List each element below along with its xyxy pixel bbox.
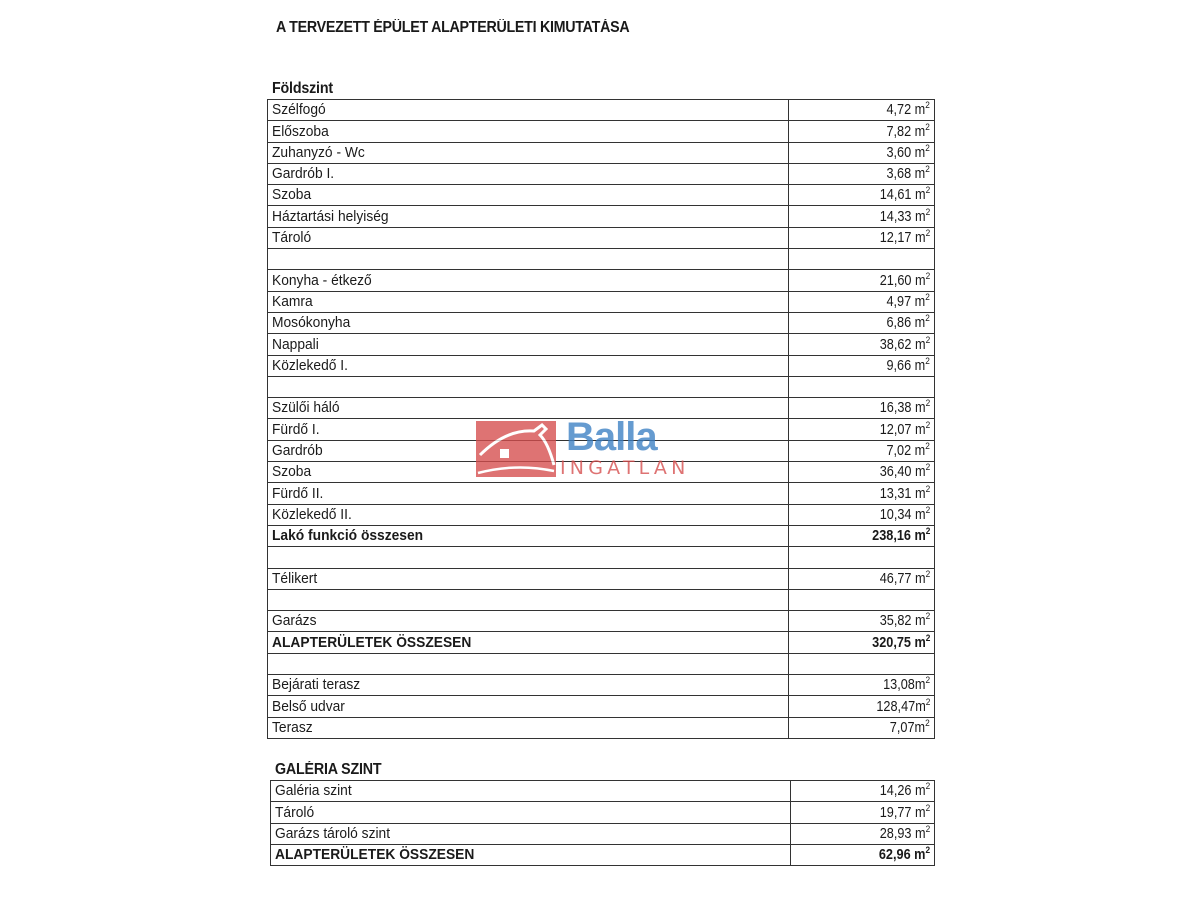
room-name-cell xyxy=(271,802,791,823)
area-value-cell xyxy=(789,291,935,312)
area-number: 7,07m xyxy=(890,718,926,736)
table-row xyxy=(268,270,935,291)
area-value-cell xyxy=(789,696,935,717)
room-name: Konyha - étkező xyxy=(272,271,372,289)
area-number: 36,40 m xyxy=(879,463,926,481)
balla-ingatlan-watermark xyxy=(476,415,728,479)
room-name-cell xyxy=(268,696,789,717)
area-number: 6,86 m xyxy=(886,314,926,332)
room-name-cell xyxy=(268,270,789,291)
room-name: Lakó funkció összesen xyxy=(272,527,424,545)
area-number: 62,96 m xyxy=(878,846,926,864)
room-name-cell xyxy=(268,398,789,419)
area-number: 4,72 m xyxy=(886,101,926,119)
room-name-cell xyxy=(268,206,789,227)
room-name-cell xyxy=(268,717,789,738)
area-value-cell xyxy=(789,334,935,355)
table-row xyxy=(268,142,935,163)
area-number: 3,68 m xyxy=(886,165,926,183)
room-name-cell xyxy=(268,312,789,333)
room-name-cell xyxy=(268,376,789,397)
section-heading-ground-floor: Földszint xyxy=(272,80,333,97)
table-row xyxy=(268,696,935,717)
area-value-cell xyxy=(789,185,935,206)
area-value-cell xyxy=(791,823,935,844)
area-value-cell xyxy=(789,163,935,184)
room-name-cell xyxy=(268,142,789,163)
unit-exponent: 2 xyxy=(925,568,930,579)
table-row xyxy=(271,781,935,802)
area-value-cell xyxy=(789,525,935,546)
watermark-brand: Balla xyxy=(566,415,657,459)
unit-exponent: 2 xyxy=(925,632,930,643)
area-value xyxy=(883,356,930,376)
room-name: Garázs tároló szint xyxy=(275,824,391,842)
area-value-cell xyxy=(789,142,935,163)
unit-exponent: 2 xyxy=(925,185,930,196)
room-name-cell xyxy=(268,185,789,206)
table-row xyxy=(268,312,935,333)
room-name: Bejárati terasz xyxy=(272,676,361,694)
room-name-cell xyxy=(268,568,789,589)
gallery-floor-area-table xyxy=(270,780,935,866)
room-name-cell xyxy=(271,781,791,802)
area-number: 13,31 m xyxy=(879,484,926,502)
area-value xyxy=(867,633,930,653)
room-name: Garázs xyxy=(272,612,317,630)
room-name: Fürdő I. xyxy=(272,420,320,438)
unit-exponent: 2 xyxy=(925,313,930,324)
room-name-cell xyxy=(268,653,789,674)
unit-exponent: 2 xyxy=(925,611,930,622)
area-value-cell xyxy=(789,419,935,440)
room-name: Terasz xyxy=(272,718,313,736)
area-number: 46,77 m xyxy=(879,569,926,587)
area-value xyxy=(876,824,930,844)
table-row xyxy=(268,483,935,504)
room-name-cell xyxy=(268,504,789,525)
room-name: Előszoba xyxy=(272,122,329,140)
area-value xyxy=(876,335,930,355)
unit-exponent: 2 xyxy=(925,164,930,175)
table-row xyxy=(268,717,935,738)
area-value-cell xyxy=(789,462,935,483)
room-name: Fürdő II. xyxy=(272,484,324,502)
unit-exponent: 2 xyxy=(925,504,930,515)
total-row xyxy=(268,632,935,653)
room-name-cell xyxy=(268,483,789,504)
room-name-cell xyxy=(268,589,789,610)
area-value xyxy=(883,313,930,333)
room-name: Kamra xyxy=(272,292,313,310)
room-name: ALAPTERÜLETEK ÖSSZESEN xyxy=(272,633,472,651)
area-value xyxy=(876,228,930,248)
area-value xyxy=(883,100,930,120)
table-row xyxy=(268,185,935,206)
unit-exponent: 2 xyxy=(925,802,930,813)
area-number: 9,66 m xyxy=(886,356,926,374)
unit-exponent: 2 xyxy=(925,334,930,345)
area-value xyxy=(876,271,930,291)
area-number: 35,82 m xyxy=(879,612,926,630)
unit-exponent: 2 xyxy=(925,823,930,834)
room-name-cell xyxy=(268,291,789,312)
area-value-cell xyxy=(789,504,935,525)
unit-exponent: 2 xyxy=(925,228,930,239)
area-value-cell xyxy=(789,121,935,142)
room-name: Nappali xyxy=(272,335,319,353)
area-value xyxy=(872,697,930,717)
area-value-cell xyxy=(789,675,935,696)
gallery-floor-rows xyxy=(271,781,935,866)
room-name: Belső udvar xyxy=(272,697,345,715)
unit-exponent: 2 xyxy=(925,270,930,281)
area-number: 7,02 m xyxy=(886,442,926,460)
blank-row xyxy=(268,249,935,270)
room-name: Háztartási helyiség xyxy=(272,207,389,225)
room-name: ALAPTERÜLETEK ÖSSZESEN xyxy=(275,846,475,864)
unit-exponent: 2 xyxy=(925,100,930,111)
unit-exponent: 2 xyxy=(925,483,930,494)
table-row xyxy=(271,823,935,844)
area-number: 14,33 m xyxy=(879,207,926,225)
area-value-cell xyxy=(791,844,935,865)
blank-row xyxy=(268,547,935,568)
area-value-cell xyxy=(789,589,935,610)
area-number: 14,61 m xyxy=(879,186,926,204)
room-name: Télikert xyxy=(272,569,318,587)
room-name: Szoba xyxy=(272,463,312,481)
room-name: Gardrób I. xyxy=(272,165,335,183)
table-row xyxy=(268,334,935,355)
area-value xyxy=(876,505,930,525)
room-name: Gardrób xyxy=(272,442,323,460)
room-name: Szülői háló xyxy=(272,399,340,417)
table-row xyxy=(268,206,935,227)
area-value-cell xyxy=(789,100,935,121)
area-number: 13,08m xyxy=(883,676,926,694)
area-value xyxy=(876,185,930,205)
area-value-cell xyxy=(789,227,935,248)
table-row xyxy=(268,100,935,121)
table-row xyxy=(268,611,935,632)
area-number: 238,16 m xyxy=(871,527,926,545)
room-name-cell xyxy=(268,611,789,632)
area-value-cell xyxy=(789,547,935,568)
area-value xyxy=(876,781,930,801)
area-value xyxy=(883,441,930,461)
area-value-cell xyxy=(789,611,935,632)
room-name-cell xyxy=(268,675,789,696)
unit-exponent: 2 xyxy=(925,526,930,537)
unit-exponent: 2 xyxy=(925,696,930,707)
area-value xyxy=(883,143,930,163)
room-name: Szélfogó xyxy=(272,101,326,119)
area-value xyxy=(876,611,930,631)
room-name-cell xyxy=(268,525,789,546)
room-name-cell xyxy=(271,844,791,865)
area-value xyxy=(867,526,930,546)
area-value xyxy=(876,803,930,823)
unit-exponent: 2 xyxy=(925,142,930,153)
total-row xyxy=(268,525,935,546)
table-row xyxy=(268,675,935,696)
room-name-cell xyxy=(268,227,789,248)
room-name: Zuhanyzó - Wc xyxy=(272,143,365,161)
room-name-cell xyxy=(268,163,789,184)
unit-exponent: 2 xyxy=(925,717,930,728)
room-name-cell xyxy=(268,355,789,376)
room-name: Tároló xyxy=(275,803,315,821)
document-title: A TERVEZETT ÉPÜLET ALAPTERÜLETI KIMUTATÁSA xyxy=(276,19,630,36)
area-value-cell xyxy=(789,440,935,461)
table-row xyxy=(268,291,935,312)
section-heading-gallery-floor: GALÉRIA SZINT xyxy=(275,761,382,778)
unit-exponent: 2 xyxy=(925,675,930,686)
area-value-cell xyxy=(789,376,935,397)
table-row xyxy=(268,355,935,376)
area-number: 7,82 m xyxy=(886,122,926,140)
unit-exponent: 2 xyxy=(925,355,930,366)
unit-exponent: 2 xyxy=(925,441,930,452)
room-name: Mosókonyha xyxy=(272,314,351,332)
area-value-cell xyxy=(789,483,935,504)
area-number: 19,77 m xyxy=(879,803,926,821)
area-value-cell xyxy=(791,781,935,802)
area-number: 10,34 m xyxy=(879,505,926,523)
table-row xyxy=(268,227,935,248)
area-value-cell xyxy=(789,206,935,227)
area-value-cell xyxy=(789,398,935,419)
unit-exponent: 2 xyxy=(925,291,930,302)
area-number: 12,17 m xyxy=(879,229,926,247)
area-value xyxy=(876,484,930,504)
unit-exponent: 2 xyxy=(925,845,930,856)
area-number: 16,38 m xyxy=(879,399,926,417)
area-value xyxy=(879,675,930,695)
area-value xyxy=(876,398,930,418)
unit-exponent: 2 xyxy=(925,398,930,409)
area-value-cell xyxy=(789,355,935,376)
unit-exponent: 2 xyxy=(925,206,930,217)
area-number: 14,26 m xyxy=(879,782,926,800)
area-number: 320,75 m xyxy=(871,633,926,651)
area-value xyxy=(876,207,930,227)
blank-row xyxy=(268,653,935,674)
area-value xyxy=(883,122,930,142)
table-row xyxy=(268,163,935,184)
room-name: Szoba xyxy=(272,186,312,204)
area-value-cell xyxy=(789,249,935,270)
area-number: 38,62 m xyxy=(879,335,926,353)
room-name: Közlekedő II. xyxy=(272,505,352,523)
area-value-cell xyxy=(789,653,935,674)
table-row xyxy=(268,121,935,142)
room-name: Galéria szint xyxy=(275,782,352,800)
area-value xyxy=(887,718,930,738)
room-name-cell xyxy=(268,334,789,355)
blank-row xyxy=(268,589,935,610)
area-number: 28,93 m xyxy=(879,824,926,842)
area-value xyxy=(875,845,930,865)
unit-exponent: 2 xyxy=(925,462,930,473)
table-row xyxy=(271,802,935,823)
room-name-cell xyxy=(268,100,789,121)
room-name-cell xyxy=(268,632,789,653)
area-value-cell xyxy=(789,312,935,333)
area-number: 128,47m xyxy=(875,697,926,715)
area-number: 12,07 m xyxy=(879,420,926,438)
area-number: 3,60 m xyxy=(886,143,926,161)
unit-exponent: 2 xyxy=(925,121,930,132)
unit-exponent: 2 xyxy=(925,419,930,430)
house-logo-icon xyxy=(476,421,556,477)
area-value-cell xyxy=(789,717,935,738)
blank-row xyxy=(268,376,935,397)
total-row xyxy=(271,844,935,865)
area-value xyxy=(876,462,930,482)
area-value xyxy=(883,292,930,312)
area-number: 4,97 m xyxy=(886,292,926,310)
watermark-subtitle: INGATLAN xyxy=(560,457,690,479)
area-value-cell xyxy=(791,802,935,823)
table-row xyxy=(268,504,935,525)
area-value-cell xyxy=(789,270,935,291)
room-name-cell xyxy=(268,121,789,142)
area-number: 21,60 m xyxy=(879,271,926,289)
table-row xyxy=(268,568,935,589)
room-name-cell xyxy=(271,823,791,844)
area-value xyxy=(876,569,930,589)
room-name: Közlekedő I. xyxy=(272,356,348,374)
area-value xyxy=(883,164,930,184)
area-value-cell xyxy=(789,568,935,589)
unit-exponent: 2 xyxy=(925,781,930,792)
room-name-cell xyxy=(268,547,789,568)
area-value-cell xyxy=(789,632,935,653)
room-name-cell xyxy=(268,249,789,270)
area-value xyxy=(876,420,930,440)
room-name: Tároló xyxy=(272,229,312,247)
